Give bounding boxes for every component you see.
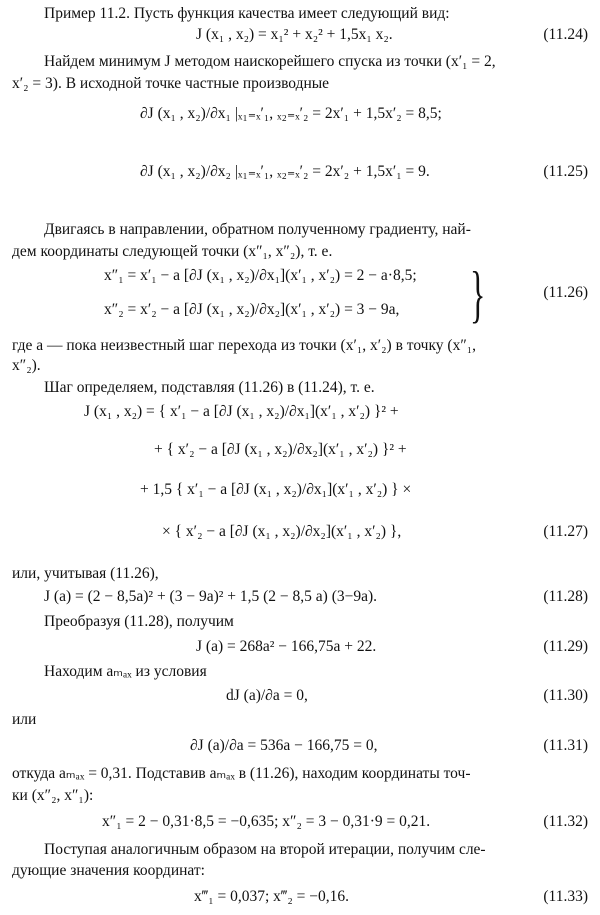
text-line-11: где a — пока неизвестный шаг перехода из точки (x′₁, x′₂) в точку (x″₁, <box>12 337 477 354</box>
equation-11-25-a: ∂J (x₁ , x₂)/∂x₁ |ₓ₁₌ₓ′₁, ₓ₂₌ₓ′₂ = 2x′₁ + 1,5x′₂ = 8,5; <box>140 105 442 122</box>
text-line-13: Шаг определяем, подставляя (11.26) в (11.24), т. е. <box>44 379 375 396</box>
text-line-7: Двигаясь в направлении, обратном полученному градиенту, най- <box>44 221 471 238</box>
equation-11-32: x″₁ = 2 − 0,31·8,5 = −0,635; x″₂ = 3 − 0,31·9 = 0,21. <box>102 813 431 830</box>
text-line-18: или, учитывая (11.26), <box>12 565 159 582</box>
text-line-26: откуда aₘₐₓ = 0,31. Подставив aₘₐₓ в (11.26), находим координаты точ- <box>12 765 471 782</box>
equation-11-26-a: x″₁ = x′₁ − a [∂J (x₁ , x₂)/∂x₁](x′₁ , x′₂) = 2 − a·8,5; <box>104 267 417 284</box>
equation-11-27-a: J (x₁ , x₂) = { x′₁ − a [∂J (x₁ , x₂)/∂x₁](x′₁ , x′₂) }² + <box>84 403 399 420</box>
equation-11-27-c: + 1,5 { x′₁ − a [∂J (x₁ , x₂)/∂x₁](x′₁ , x′₂) } × <box>140 481 412 498</box>
equation-11-28: J (a) = (2 − 8,5a)² + (3 − 9a)² + 1,5 (2 − 8,5 a) (3−9a). <box>44 588 378 605</box>
text-line-30: дующие значения координат: <box>12 862 205 879</box>
equation-11-26-b: x″₂ = x′₂ − a [∂J (x₁ , x₂)/∂x₂](x′₁ , x′₂) = 3 − 9a, <box>104 301 400 318</box>
text-line-4: x′₂ = 3). В исходной точке частные производные <box>12 75 330 92</box>
text-line-12: x″₂). <box>12 357 41 374</box>
equation-11-30: dJ (a)/∂a = 0, <box>226 687 308 704</box>
equation-number: (11.27) <box>543 523 588 540</box>
equation-11-31: ∂J (a)/∂a = 536a − 166,75 = 0, <box>190 737 378 754</box>
equation-number: (11.30) <box>543 687 588 704</box>
equation-11-27-d: × { x′₂ − a [∂J (x₁ , x₂)/∂x₂](x′₁ , x′₂) }, <box>162 523 402 540</box>
text-line-20: Преобразуя (11.28), получим <box>44 613 234 630</box>
equation-11-33: x‴₁ = 0,037; x‴₂ = −0,16. <box>194 888 349 905</box>
text-line-27: ки (x″₂, x″₁): <box>12 787 94 804</box>
equation-11-27-b: + { x′₂ − a [∂J (x₁ , x₂)/∂x₂](x′₁ , x′₂) }² + <box>154 441 407 458</box>
text-line-3: Найдем минимум J методом наискорейшего спуска из точки (x′₁ = 2, <box>44 53 496 70</box>
equation-number: (11.29) <box>543 638 588 655</box>
text-line-22: Находим aₘₐₓ из условия <box>44 663 207 680</box>
text-line-8: дем координаты следующей точки (x″₁, x″₂), т. е. <box>12 243 333 260</box>
equation-number: (11.28) <box>543 588 588 605</box>
equation-number: (11.25) <box>543 163 588 180</box>
equation-number: (11.31) <box>543 737 588 754</box>
equation-11-25-b: ∂J (x₁ , x₂)/∂x₂ |ₓ₁₌ₓ′₁, ₓ₂₌ₓ′₂ = 2x′₂ + 1,5x′₁ = 9. <box>140 163 430 180</box>
text-line-1: Пример 11.2. Пусть функция качества имеет следующий вид: <box>44 5 450 22</box>
equation-11-29: J (a) = 268a² − 166,75a + 22. <box>196 638 377 655</box>
equation-number: (11.32) <box>543 813 588 830</box>
text-line-24: или <box>12 711 37 728</box>
equation-number: (11.24) <box>543 26 588 43</box>
equation-number: (11.33) <box>543 888 588 905</box>
equation-11-24: J (x₁ , x₂) = x₁² + x₂² + 1,5x₁ x₂. <box>196 26 393 43</box>
right-brace: } <box>470 258 486 329</box>
equation-number: (11.26) <box>543 284 588 301</box>
text-line-29: Поступая аналогичным образом на второй итерации, получим сле- <box>44 841 486 858</box>
